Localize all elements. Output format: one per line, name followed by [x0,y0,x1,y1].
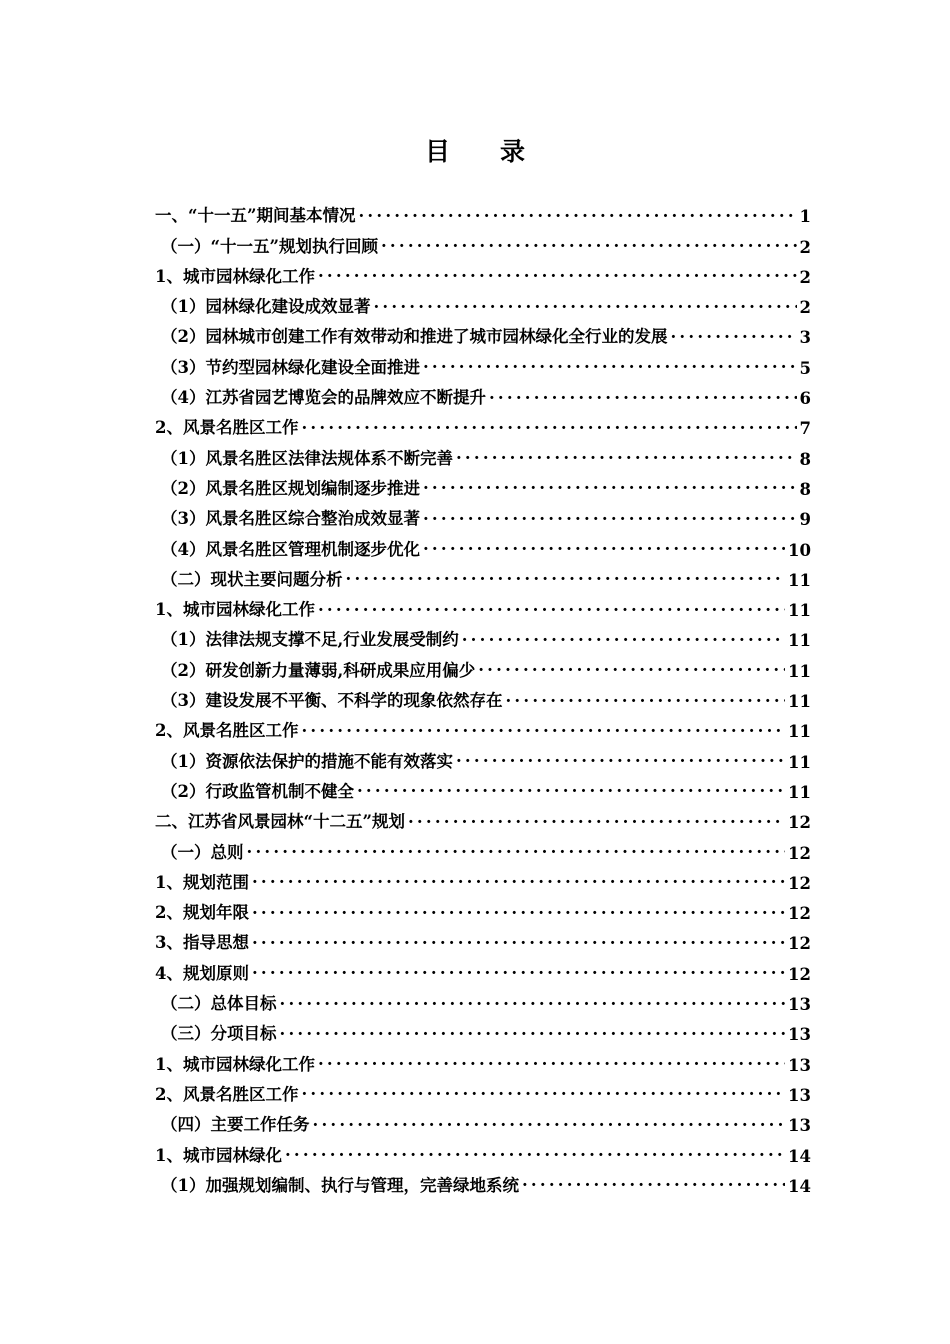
dot-leader [462,628,785,651]
toc-entry-label: （4）风景名胜区管理机制逐步优化 [161,539,420,559]
dot-leader [313,1113,786,1136]
toc-entry[interactable] [155,1105,811,1135]
toc-entry[interactable] [155,287,811,317]
toc-entry[interactable] [155,1014,811,1044]
toc-entry-page-number: 8 [799,479,811,499]
toc-entry-label: 1、城市园林绿化工作 [155,600,315,620]
toc-entry-page-number: 12 [788,843,811,863]
toc-entry[interactable] [155,681,811,711]
toc-entry[interactable] [155,196,811,226]
toc-entry[interactable] [155,408,811,438]
toc-entry-page-number: 12 [788,873,811,893]
toc-entry-label: （2）行政监管机制不健全 [161,781,354,801]
toc-entry-label: （1）资源依法保护的措施不能有效落实 [161,751,453,771]
toc-entry-page-number: 9 [799,510,811,530]
toc-entry-page-number: 11 [788,782,811,802]
toc-entry-label: （三）分项目标 [161,1024,277,1044]
toc-entry-label: （二）总体目标 [161,994,277,1014]
dot-leader [423,476,797,499]
dot-leader [318,264,797,287]
toc-entry-page-number: 3 [799,328,811,348]
toc-entry-page-number: 11 [788,692,811,712]
toc-entry-page-number: 12 [788,964,811,984]
toc-entry[interactable] [155,226,811,256]
dot-leader [252,870,785,893]
dot-leader [408,810,785,833]
toc-entry[interactable] [155,711,811,741]
dot-leader [358,204,796,227]
dot-leader [346,567,786,590]
toc-entry[interactable] [155,590,811,620]
toc-entry-label: （一）总则 [161,842,244,862]
toc-entry[interactable] [155,347,811,377]
toc-entry-page-number: 14 [788,1146,811,1166]
dot-leader [252,901,785,924]
toc-entry-page-number: 14 [788,1176,811,1196]
dot-leader [318,1052,785,1075]
dot-leader [505,689,785,712]
toc-entry[interactable] [155,438,811,468]
toc-entry-label: 1、城市园林绿化工作 [155,266,315,286]
toc-entry[interactable] [155,1135,811,1165]
dot-leader [357,779,785,802]
toc-entry-page-number: 12 [788,904,811,924]
dot-leader [423,355,797,378]
toc-entry-label: 1、城市园林绿化工作 [155,1054,315,1074]
dot-leader [280,992,786,1015]
toc-entry-label: （四）主要工作任务 [161,1115,310,1135]
toc-entry[interactable] [155,1044,811,1074]
toc-entry-label: 2、风景名胜区工作 [155,418,299,438]
toc-entry[interactable] [155,953,811,983]
toc-entry-page-number: 11 [788,722,811,742]
dot-leader [280,1022,786,1045]
page-title: 目 录 [424,137,525,166]
toc-entry-page-number: 11 [788,752,811,772]
toc-entry[interactable] [155,863,811,893]
toc-entry[interactable] [155,741,811,771]
toc-entry-page-number: 13 [788,995,811,1015]
toc-entry-page-number: 13 [788,1055,811,1075]
dot-leader [456,446,797,469]
toc-entry[interactable] [155,317,811,347]
toc-entry[interactable] [155,257,811,287]
toc-entry-page-number: 11 [788,570,811,590]
toc-entry[interactable] [155,620,811,650]
toc-entry-label: （4）江苏省园艺博览会的品牌效应不断提升 [161,388,486,408]
toc-entry[interactable] [155,772,811,802]
toc-entry-label: （1）园林绿化建设成效显著 [161,297,371,317]
toc-entry[interactable] [155,893,811,923]
dot-leader [489,386,797,409]
toc-entry[interactable] [155,650,811,680]
dot-leader [373,295,796,318]
toc-entry-label: （1）加强规划编制、执行与管理，完善绿地系统 [161,1175,519,1195]
toc-entry-label: （2）研发创新力量薄弱,科研成果应用偏少 [161,660,476,680]
toc-entry-page-number: 13 [788,1116,811,1136]
toc-entry-label: （3）节约型园林绿化建设全面推进 [161,357,420,377]
dot-leader [301,1082,785,1105]
toc-entry-page-number: 12 [788,934,811,954]
table-of-contents [155,196,811,1196]
toc-entry-label: 1、城市园林绿化 [155,1145,282,1165]
toc-entry-label: 3、指导思想 [155,933,249,953]
toc-entry-page-number: 2 [799,298,811,318]
toc-entry[interactable] [155,802,811,832]
toc-entry-page-number: 12 [788,813,811,833]
toc-entry-label: （3）建设发展不平衡、不科学的现象依然存在 [161,691,503,711]
toc-entry-page-number: 5 [799,358,811,378]
toc-entry[interactable] [155,1075,811,1105]
toc-entry-label: （1）法律法规支撑不足,行业发展受制约 [161,630,459,650]
toc-entry-page-number: 13 [788,1085,811,1105]
dot-leader [522,1173,785,1196]
toc-entry[interactable] [155,499,811,529]
toc-entry-label: （2）风景名胜区规划编制逐步推进 [161,478,420,498]
toc-entry-page-number: 6 [799,389,811,409]
toc-entry-label: （一）“十一五”规划执行回顾 [161,236,378,256]
dot-leader [478,658,785,681]
toc-entry[interactable] [155,923,811,953]
dot-leader [318,598,785,621]
toc-entry-label: 一、“十一五”期间基本情况 [155,206,356,226]
toc-entry[interactable] [155,832,811,862]
toc-entry-label: 二、江苏省风景园林“十二五”规划 [155,812,405,832]
toc-entry-label: （3）风景名胜区综合整治成效显著 [161,509,420,529]
dot-leader [247,840,786,863]
toc-entry-label: （1）风景名胜区法律法规体系不断完善 [161,448,453,468]
dot-leader [301,719,785,742]
dot-leader [285,1143,785,1166]
dot-leader [423,507,797,530]
toc-entry[interactable] [155,560,811,590]
toc-entry-label: （二）现状主要问题分析 [161,569,343,589]
toc-entry[interactable] [155,469,811,499]
toc-entry-page-number: 7 [799,419,811,439]
toc-entry-page-number: 11 [788,601,811,621]
toc-entry-page-number: 10 [788,540,811,560]
toc-entry-label: （2）园林城市创建工作有效带动和推进了城市园林绿化全行业的发展 [161,327,668,347]
dot-leader [301,416,796,439]
dot-leader [670,325,796,348]
toc-entry[interactable] [155,984,811,1014]
toc-entry-label: 2、规划年限 [155,903,249,923]
dot-leader [252,961,785,984]
toc-entry[interactable] [155,1166,811,1196]
toc-entry-page-number: 11 [788,631,811,651]
toc-entry-page-number: 2 [799,267,811,287]
toc-entry-page-number: 2 [799,237,811,257]
toc-entry-label: 1、规划范围 [155,872,249,892]
dot-leader [423,537,785,560]
toc-entry-page-number: 11 [788,661,811,681]
dot-leader [456,749,785,772]
dot-leader [252,931,785,954]
dot-leader [381,234,797,257]
toc-entry-label: 4、规划原则 [155,963,249,983]
toc-entry-page-number: 8 [799,449,811,469]
toc-entry-label: 2、风景名胜区工作 [155,721,299,741]
toc-entry[interactable] [155,529,811,559]
toc-entry-label: 2、风景名胜区工作 [155,1084,299,1104]
toc-entry[interactable] [155,378,811,408]
toc-entry-page-number: 1 [799,207,811,227]
toc-entry-page-number: 13 [788,1025,811,1045]
